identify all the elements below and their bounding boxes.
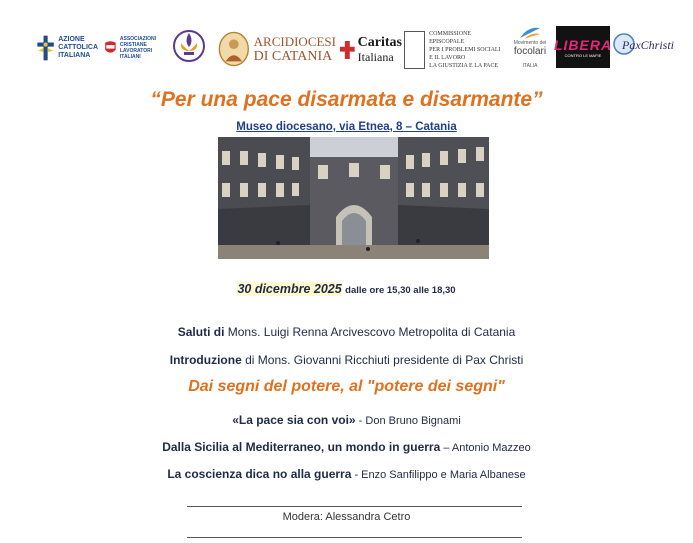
focolari-line-2: focolari [513, 46, 547, 57]
intro-label: Introduzione [169, 353, 242, 367]
ac-line-3: ITALIANA [58, 52, 91, 59]
page-title: “Per una pace disarmata e disarmante” [150, 88, 543, 111]
libera-label: LIBERA [553, 36, 613, 53]
acli-line-1: ASSOCIAZIONI [119, 36, 156, 42]
sponsor-logos [0, 20, 693, 82]
ac-logo [36, 26, 98, 70]
event-date: 30 dicembre 2025 [237, 282, 342, 296]
acli-logo [104, 26, 156, 70]
courtyard-photo [218, 137, 489, 259]
divider [187, 506, 522, 507]
saluti-label: Saluti di [177, 325, 225, 339]
talk-speaker: - Enzo Sanfilippo e Maria Albanese [351, 469, 526, 481]
talk-item [0, 467, 693, 481]
focolari-flame-icon [518, 26, 542, 40]
section-subtitle: Dai segni del potere, al "potere dei segni" [188, 378, 505, 395]
talk-title: Dalla Sicilia al Mediterraneo, un mondo in guerra [162, 440, 441, 454]
talk-item [0, 413, 693, 427]
intro-text: di Mons. Giovanni Ricchiuti presidente di Pax Christi [245, 353, 524, 367]
caritas-cross-icon [340, 39, 355, 61]
talk-speaker: – Antonio Mazzeo [440, 442, 531, 454]
caritas-logo [340, 30, 402, 70]
acli-line-3: LAVORATORI [119, 48, 153, 54]
libera-sub: CONTRO LE MAFIE [564, 52, 602, 58]
paxchristi-logo [612, 30, 678, 72]
commissione-line-2: PER I PROBLEMI SOCIALI [429, 47, 501, 53]
talk-item [0, 440, 693, 454]
divider [187, 537, 522, 538]
talk-title: «La pace sia con voi» [232, 413, 356, 427]
arcidiocesi-logo [218, 22, 336, 76]
venue: Museo diocesano, via Etnea, 8 – Catania [236, 121, 457, 133]
paxchristi-label: PaxChristi [622, 38, 675, 52]
acli-line-4: ITALIANI [119, 54, 141, 60]
moderator: Modera: Alessandra Cetro [282, 511, 411, 523]
commissione-line-4: LA GIUSTIZIA E LA PACE [429, 63, 499, 69]
commissione-emblem-icon [404, 31, 425, 69]
libera-logo [553, 26, 613, 68]
intro-line [0, 353, 693, 367]
talk-speaker: - Don Bruno Bignami [355, 415, 461, 427]
caritas-line-1: Caritas [357, 35, 402, 50]
saint-seal-icon [218, 23, 250, 75]
ac-line-2: CATTOLICA [58, 44, 98, 51]
arcidiocesi-line-2: DI CATANIA [253, 49, 333, 64]
acli-line-2: CRISTIANE [119, 42, 147, 48]
saluti-text: Mons. Luigi Renna Arcivescovo Metropolita di Catania [227, 325, 516, 339]
event-date-line [0, 282, 693, 296]
commissione-line-3: E IL LAVORO [429, 55, 466, 61]
fleur-de-lis-icon [172, 25, 206, 67]
focolari-line-1: Movimento dei [513, 40, 547, 46]
event-hours: dalle ore 15,30 alle 18,30 [345, 285, 456, 296]
caritas-line-2: Italiana [357, 50, 394, 64]
saluti-line [0, 325, 693, 339]
ac-cross-icon [36, 28, 55, 68]
acli-shield-icon [104, 35, 117, 61]
scout-logo [172, 24, 208, 68]
talk-title: La coscienza dica no alla guerra [167, 467, 352, 481]
ac-line-1: AZIONE [58, 36, 85, 43]
commissione-logo [404, 26, 504, 74]
focolari-logo [508, 26, 552, 78]
commissione-line-1: COMMISSIONE EPISCOPALE [429, 31, 472, 45]
arcidiocesi-line-1: ARCIDIOCESI [253, 34, 336, 49]
focolari-line-3: ITALIA [522, 63, 538, 69]
